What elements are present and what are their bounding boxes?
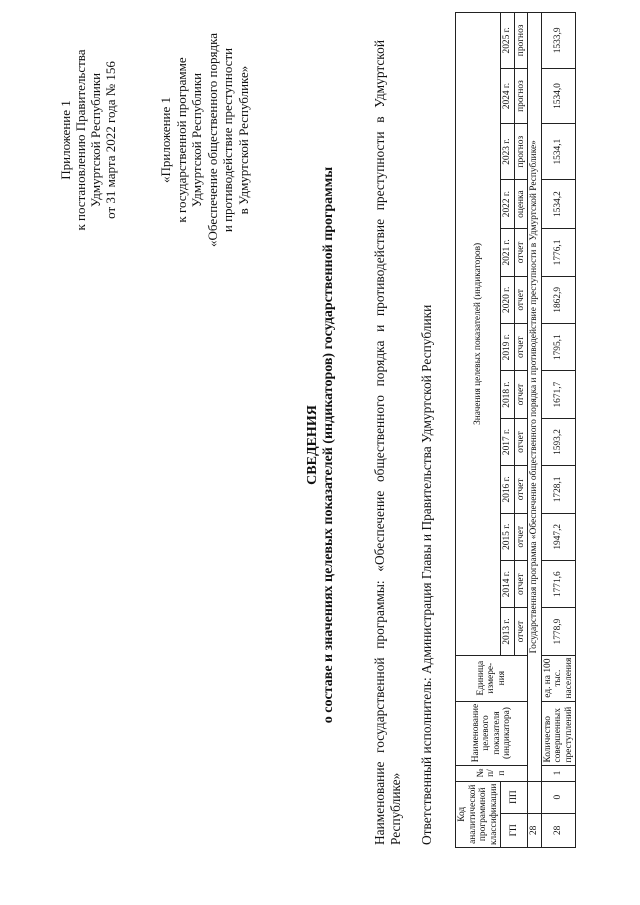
header-unit: Единица измере-ния bbox=[456, 655, 528, 701]
cell-value: 1593,2 bbox=[541, 418, 576, 465]
cell-value: 1795,1 bbox=[541, 324, 576, 371]
header-name: Наименование целевого показателя (индикатора) bbox=[456, 701, 528, 765]
header-num: № п/п bbox=[456, 765, 528, 781]
header-year: 2014 г. bbox=[501, 560, 515, 607]
appendix-line: в Удмуртской Республике» bbox=[235, 65, 251, 215]
header-year: 2019 г. bbox=[501, 324, 515, 371]
appendix-line: Удмуртской Республики bbox=[88, 72, 103, 208]
table-row-program bbox=[528, 13, 542, 848]
appendix-line: от 31 марта 2022 года № 156 bbox=[103, 61, 118, 219]
document-title bbox=[305, 45, 337, 845]
cell-value: 1776,1 bbox=[541, 229, 576, 276]
appendix-decree bbox=[58, 10, 118, 270]
header-year: 2022 г. bbox=[501, 179, 515, 228]
appendix-line: к государственной программе bbox=[173, 57, 189, 223]
value-type: отчет bbox=[514, 513, 528, 560]
cell-value: 1862,9 bbox=[541, 276, 576, 323]
header-year: 2015 г. bbox=[501, 513, 515, 560]
value-type: прогноз bbox=[514, 13, 528, 69]
header-year: 2017 г. bbox=[501, 418, 515, 465]
header-year: 2025 г. bbox=[501, 13, 515, 69]
value-type: отчет bbox=[514, 608, 528, 655]
responsible-executor: Ответственный исполнитель: Администрация Главы и Правительства Удмуртской Республики bbox=[419, 304, 434, 845]
cell-value: 1533,9 bbox=[541, 13, 576, 69]
appendix-line: к постановлению Правительства bbox=[73, 49, 88, 231]
cell-indicator-name: Количество совершенных преступлений bbox=[541, 701, 576, 765]
value-type: отчет bbox=[514, 229, 528, 276]
value-type: оценка bbox=[514, 179, 528, 228]
title-main: СВЕДЕНИЯ bbox=[305, 405, 320, 485]
appendix-line: и противодействие преступности bbox=[220, 47, 235, 233]
header-year: 2016 г. bbox=[501, 466, 515, 513]
header-pp: ПП bbox=[501, 781, 528, 813]
header-year: 2023 г. bbox=[501, 124, 515, 180]
program-name: Наименование государственной программы: «Обеспечение общественного порядка и противодействие преступности в Удмуртской Республике» bbox=[372, 40, 403, 845]
header-year: 2021 г. bbox=[501, 229, 515, 276]
cell-value: 1771,6 bbox=[541, 560, 576, 607]
cell-value: 1534,1 bbox=[541, 124, 576, 180]
value-type: прогноз bbox=[514, 68, 528, 124]
header-code: Код аналитической программной классификации bbox=[456, 781, 501, 847]
appendix-program bbox=[158, 5, 251, 275]
cell-num: 1 bbox=[541, 765, 576, 781]
title-sub: о составе и значениях целевых показателей (индикаторов) государственной программы bbox=[321, 166, 336, 724]
value-type: прогноз bbox=[514, 124, 528, 180]
cell-value: 1534,0 bbox=[541, 68, 576, 124]
table-row bbox=[541, 13, 576, 848]
cell-gp: 28 bbox=[541, 813, 576, 847]
table-header-row bbox=[456, 13, 501, 848]
header-year: 2018 г. bbox=[501, 371, 515, 418]
cell-gp: 28 bbox=[528, 813, 542, 847]
indicators-table bbox=[455, 12, 576, 848]
header-year: 2013 г. bbox=[501, 608, 515, 655]
cell-value: 1728,1 bbox=[541, 466, 576, 513]
cell-pp: 0 bbox=[541, 781, 576, 813]
cell-value: 1671,7 bbox=[541, 371, 576, 418]
value-type: отчет bbox=[514, 418, 528, 465]
header-values: Значения целевых показателей (индикаторов) bbox=[456, 13, 501, 656]
cell-value: 1534,2 bbox=[541, 179, 576, 228]
header-year: 2020 г. bbox=[501, 276, 515, 323]
value-type: отчет bbox=[514, 466, 528, 513]
cell-value: 1947,2 bbox=[541, 513, 576, 560]
appendix-line: Приложение 1 bbox=[58, 100, 73, 180]
value-type: отчет bbox=[514, 276, 528, 323]
appendix-line: Удмуртской Республики bbox=[189, 72, 204, 208]
cell-value: 1778,9 bbox=[541, 608, 576, 655]
cell-unit: ед. на 100 тыс. населения bbox=[541, 655, 576, 701]
program-row-label: Государственная программа «Обеспечение общественного порядка и противодействие преступности в Удмуртской Республике» bbox=[528, 13, 542, 782]
value-type: отчет bbox=[514, 324, 528, 371]
cell-pp bbox=[528, 781, 542, 813]
appendix-line: «Обеспечение общественного порядка bbox=[204, 33, 220, 247]
appendix-line: «Приложение 1 bbox=[158, 96, 173, 184]
value-type: отчет bbox=[514, 371, 528, 418]
value-type: отчет bbox=[514, 560, 528, 607]
header-year: 2024 г. bbox=[501, 68, 515, 124]
header-gp: ГП bbox=[501, 813, 528, 847]
